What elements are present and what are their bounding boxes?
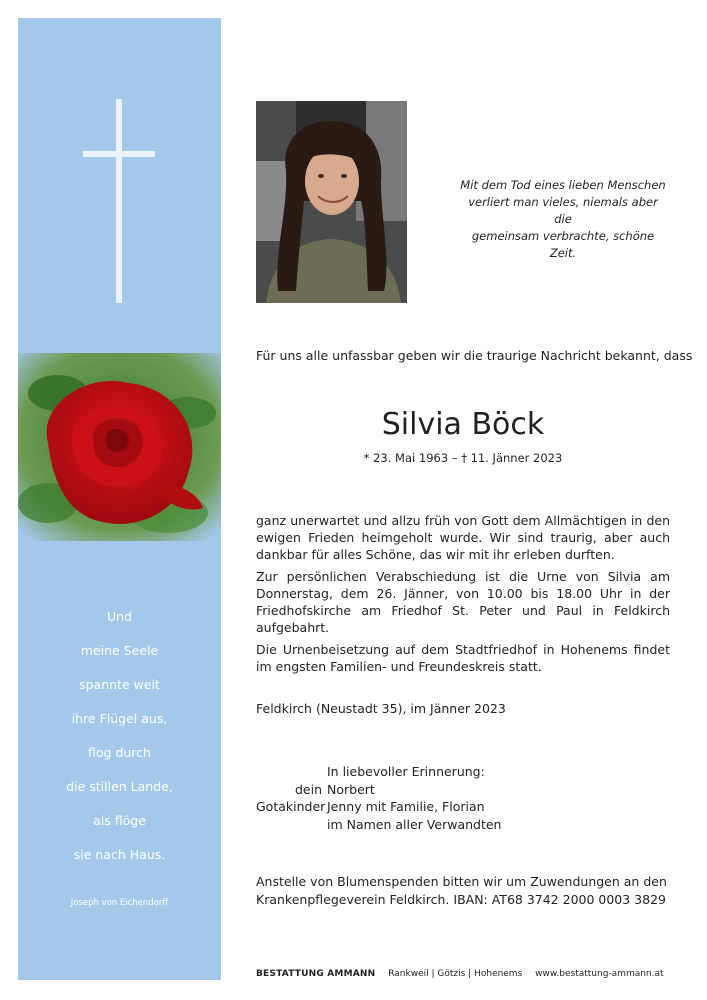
mourner-value: im Namen aller Verwandten xyxy=(327,816,502,832)
donation-note xyxy=(256,873,676,908)
footer xyxy=(256,969,664,979)
mourner-label xyxy=(256,816,327,834)
memorial-quote xyxy=(458,177,668,262)
cross-icon xyxy=(116,99,122,303)
poem xyxy=(18,600,221,872)
place-date: Feldkirch (Neustadt 35), im Jänner 2023 xyxy=(256,701,506,716)
poem-line: ihre Flügel aus, xyxy=(71,711,168,726)
life-dates: * 23. Mai 1963 – † 11. Jänner 2023 xyxy=(363,451,563,465)
poem-line: meine Seele xyxy=(80,643,159,658)
poem-line: sie nach Haus. xyxy=(73,847,166,862)
mourner-row xyxy=(256,781,501,799)
footer-brand: BESTATTUNG AMMANN xyxy=(256,969,376,979)
notice-body xyxy=(256,512,670,680)
sidebar-panel xyxy=(18,18,221,980)
quote-line: Mit dem Tod eines lieben Menschen xyxy=(460,178,666,192)
mourners-block xyxy=(256,763,501,833)
notice-paragraph: Zur persönlichen Verabschiedung ist die Urne von Silvia am Donnerstag, dem 26. Jänner, von 10.00 bis 18.00 Uhr in der Friedhofskirche am Friedhof St. Peter und Paul in Feldkirch aufgebahrt. xyxy=(256,569,670,635)
notice-paragraph: Die Urnenbeisetzung auf dem Stadtfriedhof in Hohenems findet im engsten Familien- und Freundeskreis statt. xyxy=(256,642,670,674)
donation-line: Krankenpflegeverein Feldkirch. IBAN: AT68 3742 2000 0003 3829 xyxy=(256,891,666,907)
mourner-value: Norbert xyxy=(327,781,375,797)
poem-line: Und xyxy=(106,609,132,624)
poem-author: Joseph von Eichendorff xyxy=(70,898,169,908)
intro-text: Für uns alle unfassbar geben wir die traurige Nachricht bekannt, dass xyxy=(256,348,693,363)
cross-icon-bar xyxy=(83,151,155,157)
footer-website[interactable]: www.bestattung-ammann.at xyxy=(535,969,664,979)
poem-line: flog durch xyxy=(88,745,151,760)
quote-line: verliert man vieles, niemals aber die xyxy=(468,195,658,226)
rose-image xyxy=(18,353,221,541)
portrait-photo xyxy=(256,101,407,303)
mourner-row xyxy=(256,816,501,834)
deceased-name: Silvia Böck xyxy=(381,407,545,442)
notice-paragraph: ganz unerwartet und allzu früh von Gott dem Allmächtigen in den ewigen Frieden heimgeholt wurde. Wir sind traurig, aber auch dankbar für alles Schöne, das wir mit ihr erleben durften. xyxy=(256,513,670,562)
mourners-heading: In liebevoller Erinnerung: xyxy=(327,764,485,779)
footer-locations: Rankweil | Götzis | Hohenems xyxy=(388,969,523,979)
poem-line: die stillen Lande, xyxy=(66,779,173,794)
donation-line: Anstelle von Blumenspenden bitten wir um Zuwendungen an den xyxy=(256,874,667,889)
mourner-row xyxy=(256,798,501,816)
quote-line: gemeinsam verbrachte, schöne Zeit. xyxy=(471,229,655,260)
poem-line: spannte weit xyxy=(79,677,160,692)
mourner-value: Jenny mit Familie, Florian xyxy=(327,799,485,814)
mourner-label: Gotakinder xyxy=(256,799,326,814)
poem-line: als flöge xyxy=(93,813,146,828)
mourner-label: dein xyxy=(294,781,322,797)
